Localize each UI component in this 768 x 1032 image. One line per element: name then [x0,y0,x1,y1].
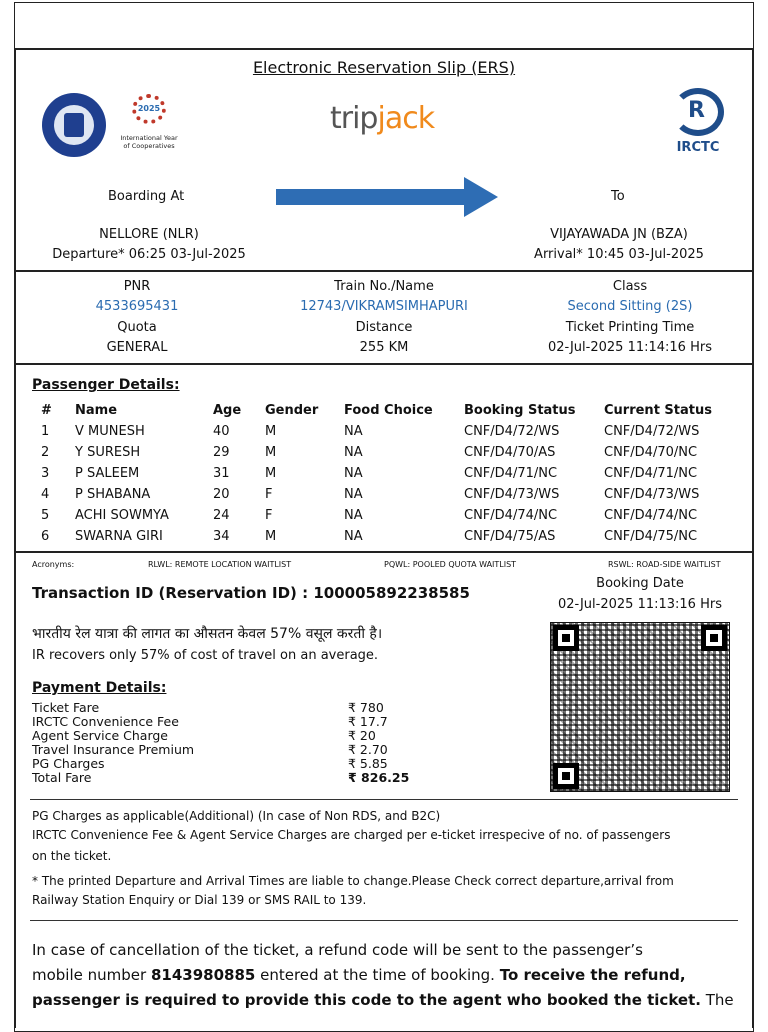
table-cell: M [265,424,277,439]
table-cell: M [265,529,277,544]
page-title: Electronic Reservation Slip (ERS) [252,58,516,77]
refund-note: mobile number 8143980885 entered at the time of booking. To receive the refund, [32,966,686,984]
table-cell: NA [344,424,363,439]
print-time-value: 02-Jul-2025 11:14:16 Hrs [548,340,712,355]
table-cell: M [265,466,277,481]
table-cell: 2 [41,445,50,460]
tripjack-logo: tripjack [330,101,435,136]
class-label: Class [612,279,648,294]
table-cell: Y SURESH [75,445,141,460]
col-header: Name [75,403,118,418]
table-cell: CNF/D4/75/AS [464,529,556,544]
distance-label: Distance [355,320,413,335]
divider [30,920,738,921]
to-label: To [611,189,625,204]
acronym-pqwl: PQWL: POOLED QUOTA WAITLIST [384,560,517,569]
payment-label: Agent Service Charge [32,728,168,743]
cost-note-hindi: भारतीय रेल यात्रा की लागत का औसतन केवल 57% वसूल करती है। [32,626,383,642]
journey-arrow-icon [276,177,498,217]
table-cell: CNF/D4/72/WS [464,424,560,439]
table-cell: 6 [41,529,50,544]
fee-note: IRCTC Convenience Fee & Agent Service Charges are charged per e-ticket irrespecive of no. of passengers [32,828,671,842]
table-cell: CNF/D4/71/NC [604,466,698,481]
table-cell: NA [344,445,363,460]
table-cell: 1 [41,424,50,439]
table-cell: NA [344,508,363,523]
train-value: 12743/VIKRAMSIMHAPURI [300,299,468,314]
qr-code-icon [550,622,730,792]
table-cell: 29 [213,445,230,460]
train-label: Train No./Name [334,279,434,294]
col-header: Food Choice [344,403,433,418]
table-cell: 31 [213,466,230,481]
pnr-value: 4533695431 [95,299,179,314]
table-cell: 20 [213,487,230,502]
table-cell: CNF/D4/71/NC [464,466,558,481]
col-header: # [41,403,52,418]
table-cell: P SHABANA [75,487,151,502]
booking-date-label: Booking Date [596,576,684,591]
col-header: Gender [265,403,319,418]
payment-value: ₹ 826.25 [348,770,410,785]
table-cell: NA [344,529,363,544]
col-header: Booking Status [464,403,576,418]
table-cell: M [265,445,277,460]
distance-value: 255 KM [359,340,409,355]
from-station: NELLORE (NLR) [99,227,199,242]
table-cell: CNF/D4/73/WS [604,487,700,502]
acronym-rswl: RSWL: ROAD-SIDE WAITLIST [608,560,721,569]
table-cell: 3 [41,466,50,481]
table-cell: 34 [213,529,230,544]
passenger-heading: Passenger Details: [32,377,180,393]
times-note: Railway Station Enquiry or Dial 139 or SMS RAIL to 139. [32,893,367,907]
table-cell: NA [344,466,363,481]
table-cell: CNF/D4/74/NC [464,508,558,523]
payment-value: ₹ 20 [348,728,376,743]
payment-value: ₹ 2.70 [348,742,388,757]
cooperatives-logo-icon: 2025 International Year of Cooperatives [112,92,186,156]
divider [30,799,738,800]
cost-note-english: IR recovers only 57% of cost of travel on an average. [32,648,379,663]
divider [14,363,754,365]
indian-railways-logo-icon [42,93,106,157]
departure-time: Departure* 06:25 03-Jul-2025 [52,247,246,262]
table-cell: P SALEEM [75,466,140,481]
divider [14,551,754,553]
table-cell: SWARNA GIRI [75,529,163,544]
table-cell: 4 [41,487,50,502]
payment-value: ₹ 5.85 [348,756,388,771]
acronyms-label: Acronyms: [32,560,75,569]
table-cell: CNF/D4/74/NC [604,508,698,523]
table-cell: CNF/D4/72/WS [604,424,700,439]
payment-label: PG Charges [32,756,105,771]
irctc-logo-icon: R IRCTC [666,88,730,158]
payment-heading: Payment Details: [32,680,167,696]
transaction-id: Transaction ID (Reservation ID) : 100005892238585 [32,584,470,602]
table-cell: CNF/D4/70/AS [464,445,556,460]
refund-note: In case of cancellation of the ticket, a refund code will be sent to the passenger’s [32,941,643,959]
times-note: * The printed Departure and Arrival Times are liable to change.Please Check correct departure,arrival from [32,874,674,888]
quota-value: GENERAL [106,340,168,355]
refund-note: passenger is required to provide this code to the agent who booked the ticket. The [32,991,734,1009]
table-cell: CNF/D4/70/NC [604,445,698,460]
pg-note: PG Charges as applicable(Additional) (In case of Non RDS, and B2C) [32,809,441,823]
to-station: VIJAYAWADA JN (BZA) [550,227,688,242]
booking-date-value: 02-Jul-2025 11:13:16 Hrs [558,597,722,612]
quota-label: Quota [117,320,157,335]
table-cell: 24 [213,508,230,523]
payment-value: ₹ 780 [348,700,384,715]
table-cell: 5 [41,508,50,523]
payment-label: IRCTC Convenience Fee [32,714,179,729]
acronym-rlwl: RLWL: REMOTE LOCATION WAITLIST [148,560,292,569]
col-header: Current Status [604,403,712,418]
print-time-label: Ticket Printing Time [565,320,695,335]
table-cell: F [265,487,273,502]
payment-label: Total Fare [32,770,92,785]
divider [14,270,754,272]
table-cell: 40 [213,424,230,439]
table-cell: NA [344,487,363,502]
table-cell: V MUNESH [75,424,145,439]
boarding-label: Boarding At [108,189,185,204]
table-cell: CNF/D4/73/WS [464,487,560,502]
table-cell: F [265,508,273,523]
class-value: Second Sitting (2S) [567,299,693,314]
table-cell: CNF/D4/75/NC [604,529,698,544]
payment-value: ₹ 17.7 [348,714,388,729]
payment-label: Travel Insurance Premium [32,742,195,757]
fee-note: on the ticket. [32,849,112,863]
table-cell: ACHI SOWMYA [75,508,169,523]
payment-label: Ticket Fare [32,700,100,715]
pnr-label: PNR [123,279,151,294]
arrival-time: Arrival* 10:45 03-Jul-2025 [534,247,704,262]
col-header: Age [213,403,242,418]
